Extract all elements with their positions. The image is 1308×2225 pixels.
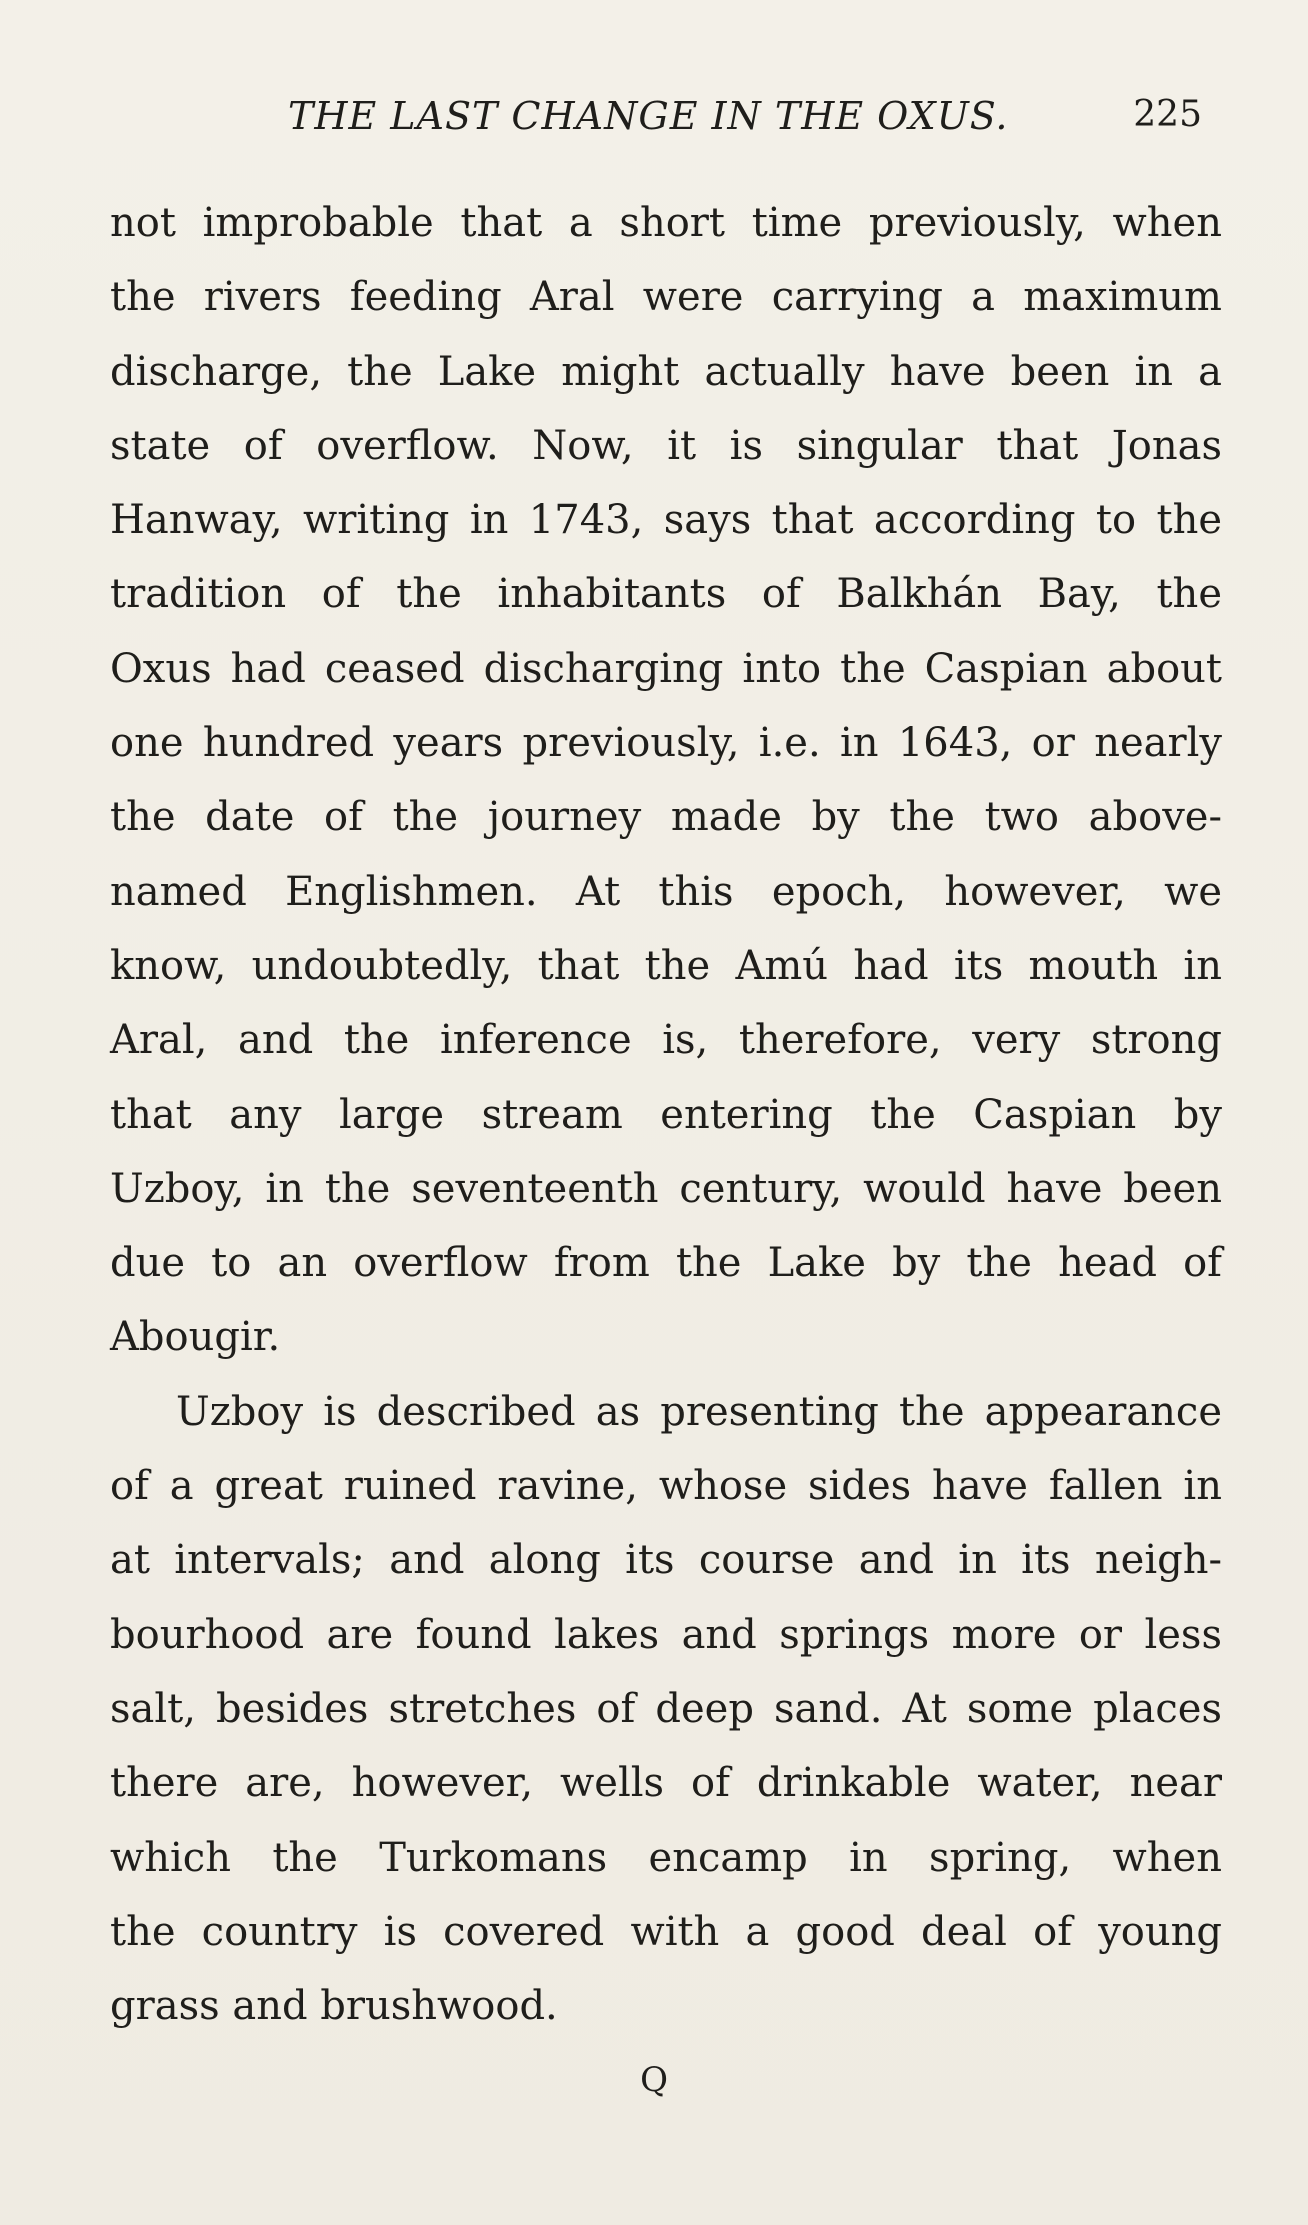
text-line: Uzboy, in the seventeenth century, would have been: [110, 1165, 1222, 1212]
signature-mark: Q: [640, 2060, 668, 2100]
text-line: the date of the journey made by the two above-: [110, 794, 1222, 841]
text-line: there are, however, wells of drinkable water, near: [110, 1760, 1222, 1807]
text-line: discharge, the Lake might actually have been in a: [110, 348, 1222, 395]
text-line: which the Turkomans encamp in spring, when: [110, 1834, 1222, 1881]
text-line: tradition of the inhabitants of Balkhán Bay, the: [110, 571, 1222, 618]
text-line: Oxus had ceased discharging into the Caspian about: [110, 645, 1222, 692]
text-line: the country is covered with a good deal of young: [110, 1908, 1222, 1955]
text-line: Aral, and the inference is, therefore, very strong: [110, 1017, 1222, 1064]
text-line: know, undoubtedly, that the Amú had its mouth in: [110, 942, 1222, 989]
text-line: of a great ruined ravine, whose sides have fallen in: [110, 1463, 1222, 1510]
text-line: salt, besides stretches of deep sand. At some places: [110, 1685, 1222, 1732]
text-line: state of overflow. Now, it is singular that Jonas: [110, 422, 1222, 469]
text-line: due to an overflow from the Lake by the head of: [110, 1240, 1222, 1287]
text-line: Abougir.: [110, 1314, 281, 1361]
text-line: bourhood are found lakes and springs more or less: [110, 1611, 1222, 1658]
body-text: [110, 186, 1222, 2043]
page-number: 225: [1133, 94, 1202, 135]
text-line: grass and brushwood.: [110, 1983, 558, 2030]
text-line: named Englishmen. At this epoch, however, we: [110, 868, 1222, 915]
text-line: Hanway, writing in 1743, says that according to the: [110, 497, 1222, 544]
running-title: THE LAST CHANGE IN THE OXUS.: [288, 94, 1009, 138]
text-line: that any large stream entering the Caspian by: [110, 1091, 1222, 1138]
text-line: not improbable that a short time previously, when: [110, 200, 1222, 246]
running-head: [110, 94, 1222, 144]
text-line: at intervals; and along its course and in its neigh-: [110, 1537, 1222, 1584]
text-line: Uzboy is described as presenting the appearance: [176, 1388, 1222, 1435]
text-line: the rivers feeding Aral were carrying a maximum: [110, 274, 1222, 321]
text-line: one hundred years previously, i.e. in 1643, or nearly: [110, 720, 1222, 767]
